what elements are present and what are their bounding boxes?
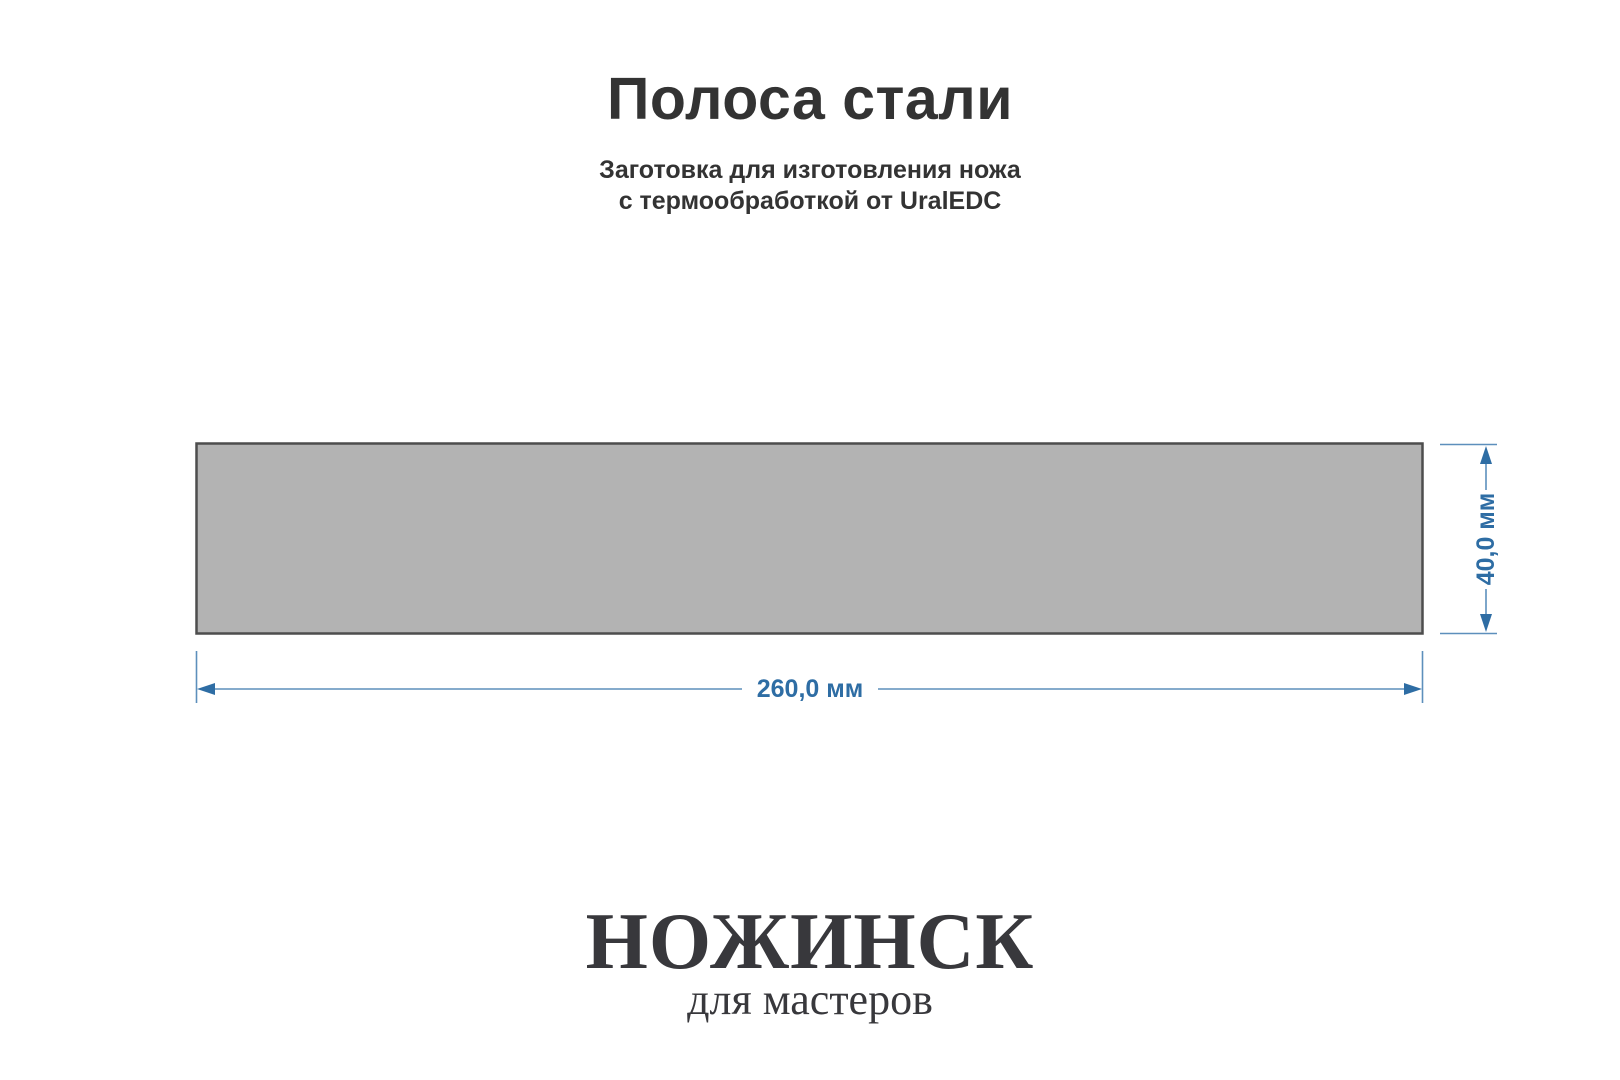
arrow-up-icon <box>1480 446 1492 464</box>
subtitle-line-1: Заготовка для изготовления ножа <box>599 156 1021 184</box>
subtitle-line-2: с термообработкой от UralEDC <box>618 187 1002 215</box>
arrow-right-icon <box>1404 683 1422 695</box>
brand-logo: НОЖИНСК <box>585 898 1035 986</box>
arrow-left-icon <box>197 683 215 695</box>
arrow-down-icon <box>1480 614 1492 632</box>
length-dimension-label: 260,0 мм <box>756 675 864 703</box>
height-dimension <box>1440 445 1500 634</box>
steel-strip-rect <box>197 444 1423 634</box>
height-dimension-label: 40,0 мм <box>1472 492 1500 586</box>
page-title: Полоса стали <box>607 66 1013 132</box>
length-dimension <box>197 651 1423 703</box>
brand-tagline: для мастеров <box>687 975 933 1024</box>
